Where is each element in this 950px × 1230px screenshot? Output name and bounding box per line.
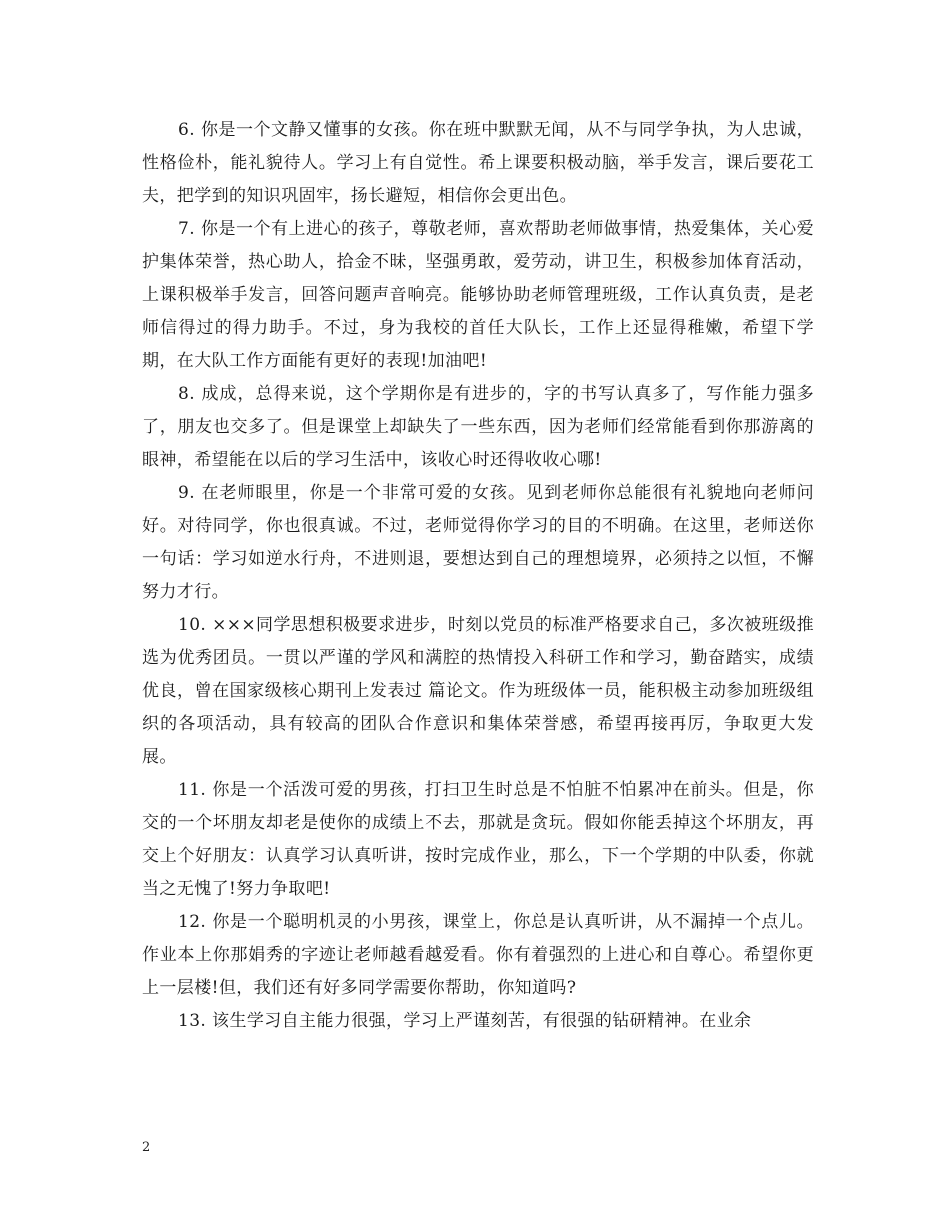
- document-body: [142, 114, 814, 1038]
- paragraph-9: 9. 在老师眼里，你是一个非常可爱的女孩。见到老师你总能很有礼貌地向老师问好。对待同学，你也很真诚。不过，老师觉得你学习的目的不明确。在这里，老师送你一句话：学习如逆水行舟，不进则退，要想达到自己的理想境界，必须持之以恒，不懈努力才行。: [142, 483, 814, 602]
- paragraph-10: 10. ×××同学思想积极要求进步，时刻以党员的标准严格要求自己，多次被班级推选为优秀团员。一贯以严谨的学风和满腔的热情投入科研工作和学习，勤奋踏实，成绩优良，曾在国家级核心期刊上发表过 篇论文。作为班级体一员，能积极主动参加班级组织的各项活动，具有较高的团队合作意识和集体荣誉感，希望再接再厉，争取更大发展。: [142, 615, 814, 767]
- paragraph-12: 12. 你是一个聪明机灵的小男孩，课堂上，你总是认真听讲，从不漏掉一个点儿。作业本上你那娟秀的字迹让老师越看越爱看。你有着强烈的上进心和自尊心。希望你更上一层楼!但，我们还有好多同学需要你帮助，你知道吗?: [142, 912, 814, 998]
- page-number: 2: [142, 1140, 151, 1155]
- paragraph-6: 6. 你是一个文静又懂事的女孩。你在班中默默无闻，从不与同学争执，为人忠诚，性格俭朴，能礼貌待人。学习上有自觉性。希上课要积极动脑，举手发言，课后要花工夫，把学到的知识巩固牢，扬长避短，相信你会更出色。: [142, 120, 814, 206]
- paragraph-13: 13. 该生学习自主能力很强，学习上严谨刻苦，有很强的钻研精神。在业余: [178, 1011, 752, 1031]
- paragraph-7: 7. 你是一个有上进心的孩子，尊敬老师，喜欢帮助老师做事情，热爱集体，关心爱护集体荣誉，热心助人，拾金不昧，坚强勇敢，爱劳动，讲卫生，积极参加体育活动，上课积极举手发言，回答问题声音响亮。能够协助老师管理班级，工作认真负责，是老师信得过的得力助手。不过，身为我校的首任大队长，工作上还显得稚嫩，希望下学期，在大队工作方面能有更好的表现!加油吧!: [142, 219, 814, 371]
- paragraph-8: 8. 成成，总得来说，这个学期你是有进步的，字的书写认真多了，写作能力强多了，朋友也交多了。但是课堂上却缺失了一些东西，因为老师们经常能看到你那游离的眼神，希望能在以后的学习生活中，该收心时还得收收心哪!: [142, 384, 814, 470]
- paragraph-11: 11. 你是一个活泼可爱的男孩，打扫卫生时总是不怕脏不怕累冲在前头。但是，你交的一个坏朋友却老是使你的成绩上不去，那就是贪玩。假如你能丢掉这个坏朋友，再交上个好朋友：认真学习认真听讲，按时完成作业，那么，下一个学期的中队委，你就当之无愧了!努力争取吧!: [142, 780, 814, 899]
